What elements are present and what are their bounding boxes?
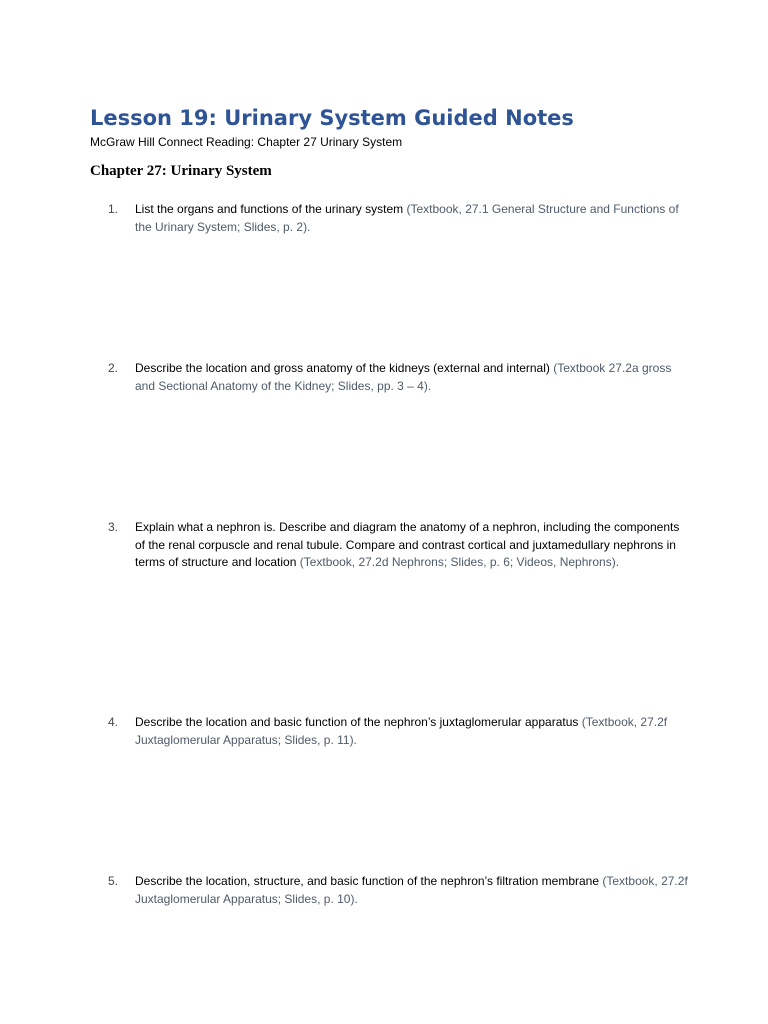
question-number: 5. [108, 874, 119, 888]
question-body [135, 714, 688, 749]
question-reference: (Textbook, 27.2f Juxtaglomerular Apparatus; Slides, p. 11). [135, 715, 668, 747]
question-text: Describe the location and gross anatomy of the kidneys (external and internal) [135, 361, 550, 375]
question-number: 1. [108, 202, 119, 216]
chapter-heading: Chapter 27: Urinary System [90, 163, 272, 179]
question-body [135, 360, 688, 395]
question-item-1 [108, 201, 688, 236]
question-number: 2. [108, 361, 119, 375]
question-text: List the organs and functions of the urinary system [135, 202, 404, 216]
page-title: Lesson 19: Urinary System Guided Notes [90, 106, 574, 130]
question-item-3 [108, 519, 688, 572]
question-body [135, 519, 688, 572]
question-body [135, 873, 688, 908]
question-item-2 [108, 360, 688, 395]
question-item-5 [108, 873, 688, 908]
question-reference: (Textbook, 27.1 General Structure and Functions of the Urinary System; Slides, p. 2). [135, 202, 679, 234]
question-number: 4. [108, 715, 119, 729]
question-number: 3. [108, 520, 119, 534]
question-body [135, 201, 688, 236]
question-item-4 [108, 714, 688, 749]
question-reference: (Textbook, 27.2d Nephrons; Slides, p. 6; Videos, Nephrons). [299, 555, 620, 569]
question-reference: (Textbook, 27.2f Juxtaglomerular Apparatus; Slides, p. 10). [135, 874, 688, 906]
reading-subtitle: McGraw Hill Connect Reading: Chapter 27 Urinary System [90, 135, 403, 149]
question-reference: (Textbook 27.2a gross and Sectional Anatomy of the Kidney; Slides, pp. 3 – 4). [135, 361, 672, 393]
question-text: Explain what a nephron is. Describe and diagram the anatomy of a nephron, including the components of the renal corpuscle and renal tubule. Compare and contrast cortical and juxtamedullary nephrons in terms of structure and location [135, 520, 680, 569]
question-text: Describe the location and basic function of the nephron’s juxtaglomerular apparatus [135, 715, 579, 729]
question-text: Describe the location, structure, and basic function of the nephron’s filtration membrane [135, 874, 600, 888]
